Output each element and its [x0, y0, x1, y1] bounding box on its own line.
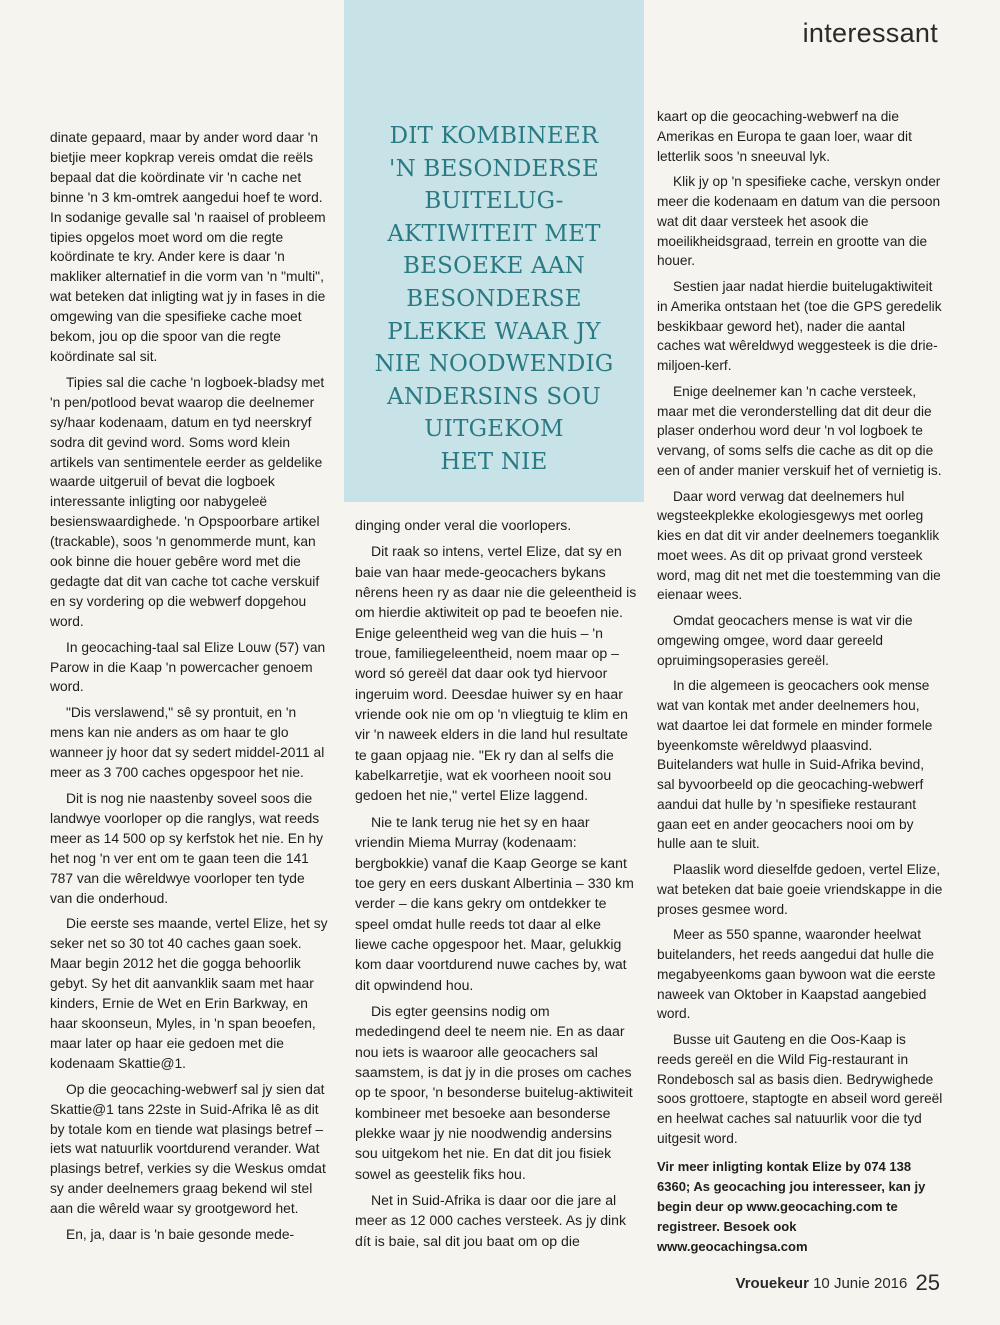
pull-quote-box: [344, 0, 644, 502]
paragraph: Daar word verwag dat deelnemers hul wegsteekplekke ekologiesgewys met oorleg kies en dat dit vir ander deelnemers toeganklik moet wees. As dit op privaat grond versteek word, mag dit net met die toestemming van die eienaar wees.: [657, 488, 941, 603]
article-column-3: [657, 107, 943, 1257]
paragraph: Sestien jaar nadat hierdie buitelugaktiwiteit in Amerika ontstaan het (toe die GPS geredelik beskikbaar geword het), nader die aantal caches wat wêreldwyd weggesteek is die drie-miljoen-kerf.: [657, 279, 942, 373]
contact-info: Vir meer inligting kontak Elize by 074 138 6360; As geocaching jou interesseer, kan jy begin deur op www.geocaching.com te registreer. Besoek ook www.geocachingsa.com: [657, 1158, 926, 1254]
paragraph: Dis egter geensins nodig om mededingend deel te neem nie. En as daar nou iets is waaroor alle geocachers sal saamstem, is dat jy in die proses om caches op te spoor, 'n besonderse buitelug-aktiwiteit kombineer met besoeke aan besonderse plekke waar jy nie noodwendig andersins sou uitgekom het nie. En dat dit jou fisiek sowel as geestelik fiks hou.: [355, 1002, 633, 1182]
paragraph: Dit is nog nie naastenby soveel soos die landwye voorloper op die ranglys, wat reeds meer as 14 500 op sy kerfstok het nie. En hy het nog 'n ver ent om te gaan teen die 141 787 van die wêreldwye voorloper ten tyde van die onderhoud.: [50, 791, 324, 906]
article-column-2: [355, 515, 637, 1257]
paragraph: dinate gepaard, maar by ander word daar 'n bietjie meer kopkrap vereis omdat die reëls bepaal dat die koördinate vir 'n cache net binne 'n 3 km-omtrek aangedui hoef te word. In sodanige gevalle sal 'n raaisel of probleem tipies opgelos moet word om die regte koördinate te kry. Ander kere is daar 'n makliker alternatief in die vorm van 'n "multi", wat beteken dat inligting wat jy in fases in die omgewing van die spesifieke cache moet bekom, jou op die spoor van die regte koördinate sal sit.: [50, 130, 326, 364]
paragraph: Omdat geocachers mense is wat vir die omgewing omgee, word daar gereeld opruimingsoperasies gereël.: [657, 613, 913, 668]
paragraph: Meer as 550 spanne, waaronder heelwat buitelanders, het reeds aangedui dat hulle die megabyeenkoms gaan bywoon wat die eerste naweek van Oktober in Kaapstad aangebied word.: [657, 927, 936, 1022]
pull-quote-line: BUITELUG-: [424, 188, 564, 215]
paragraph: Enige deelnemer kan 'n cache versteek, maar met die veronderstelling dat dit deur die plaser onderhou word deur 'n vol logboek te vervang, of soms selfs die cache as dit op die een of ander manier verskuif het of vernietig is.: [657, 383, 942, 478]
paragraph: In geocaching-taal sal Elize Louw (57) van Parow in die Kaap 'n powercacher genoem word.: [50, 639, 326, 695]
paragraph: Net in Suid-Afrika is daar oor die jare al meer as 12 000 caches versteek. As jy dink dít is baie, sal dit jou baat om op die: [355, 1192, 627, 1249]
pull-quote-line: NIE NOODWENDIG: [374, 351, 614, 378]
pull-quote-line: BESONDERSE: [406, 285, 582, 312]
paragraph: Nie te lank terug nie het sy en haar vriendin Miema Murray (kodenaam: bergbokkie) vanaf die Kaap George se kant toe gery en eers duskant Albertinia – 330 km verder – die kans gekry om ontdekker te speel omdat hulle reeds tot daar al elke liewe cache opgespoor het. Maar, gelukkig kom daar voortdurend nuwe caches by, wat dit opwindend hou.: [355, 813, 634, 993]
issue-date: 10 Junie 2016: [813, 1275, 908, 1292]
paragraph: Plaaslik word dieselfde gedoen, vertel Elize, wat beteken dat baie goeie vriendskappe in die proses gesmee word.: [657, 862, 943, 917]
paragraph: In die algemeen is geocachers ook mense wat van kontak met ander deelnemers hou, wat daartoe lei dat formele en minder formele byeenkomste wêreldwyd plaasvind. Buitelanders wat hulle in Suid-Afrika bevind, sal byvoorbeeld op die geocaching-webwerf aandui dat hulle by 'n spesifieke restaurant gaan eet en ander geocachers nooi om by hulle aan te sluit.: [657, 678, 933, 852]
pull-quote-text: [344, 120, 644, 479]
paragraph: Dit raak so intens, vertel Elize, dat sy en baie van haar mede-geocachers bykans nêrens heen ry as daar nie die geleentheid is om hierdie aktiwiteit op pad te beoefen nie. Enige geleentheid weg van die huis – 'n troue, familiegeleentheid, noem maar op – word só gereël dat daar ook tyd hiervoor ingeruim word. Deesdae huiwer sy en haar vriende ook nie om op 'n vliegtuig te klim en vir 'n naweek elders in die land hul resultate te gaan opjaag nie. "Ek ry dan al selfs die kabelkarretjie, wat ek voorheen nooit sou gedoen het nie," vertel Elize laggend.: [355, 543, 637, 804]
pull-quote-line: PLEKKE WAAR JY: [387, 318, 601, 345]
paragraph: "Dis verslawend," sê sy prontuit, en 'n mens kan nie anders as om haar te glo wanneer jy hoor dat sy sedert middel-2011 al meer as 3 700 caches opgespoor het nie.: [50, 705, 325, 781]
paragraph: Op die geocaching-webwerf sal jy sien dat Skattie@1 tans 22ste in Suid-Afrika lê as dit by totale kom en tiende wat plasings betref – iets wat natuurlik voortdurend verander. Wat plasings betref, verkies sy die Weskus omdat sy ander deelnemers graag bekend wil stel aan die wêreld waar sy grootgeword het.: [50, 1081, 326, 1217]
pull-quote-line: ANDERSINS SOU: [387, 383, 601, 410]
paragraph: En, ja, daar is 'n baie gesonde mede-: [66, 1227, 295, 1243]
pull-quote-line: UITGEKOM: [424, 416, 564, 443]
paragraph: kaart op die geocaching-webwerf na die Amerikas en Europa te gaan loer, waar dit letterlik soos 'n sneeuval lyk.: [657, 109, 912, 164]
pull-quote-line: 'N BESONDERSE: [389, 155, 599, 182]
page-number: 25: [915, 1270, 940, 1295]
paragraph: Die eerste ses maande, vertel Elize, het sy seker net so 30 tot 40 caches gaan soek. Maar begin 2012 het die gogga behoorlik gebyt. Sy het dit aanvanklik saam met haar kinders, Ernie de Wet en Erin Barkway, en haar skoonseun, Myles, in 'n span beoefen, maar later op haar eie gedoen met die kodenaam Skattie@1.: [50, 916, 328, 1071]
pull-quote-line: AKTIWITEIT MET: [387, 220, 601, 247]
pull-quote-line: DIT KOMBINEER: [389, 123, 599, 149]
pull-quote-line: HET NIE: [440, 448, 548, 475]
page-footer: [736, 1270, 940, 1296]
paragraph: Klik jy op 'n spesifieke cache, verskyn onder meer die kodenaam en datum van die persoon wat dit daar versteek het asook die moeilikheidsgraad, terrein en grootte van die houer.: [657, 174, 941, 269]
paragraph: Tipies sal die cache 'n logboek-bladsy met 'n pen/potlood bevat waarop die deelnemer sy/haar kodenaam, datum en tyd neerskryf sodra dit gevind word. Soms word klein artikels van sentimentele eerder as geldelike waarde uitgeruil of bevat die logboek interessante inligting oor nabygeleë besienswaardighede. 'n Opspoorbare artikel (trackable), soos 'n genommerde munt, kan ook binne die houer gebêre word met die gedagte dat dit van cache tot cache verskuif en sy vordering op die webwerf dopgehou word.: [50, 374, 325, 629]
article-column-1: [50, 128, 330, 1251]
paragraph: dinging onder veral die voorlopers.: [355, 517, 572, 533]
magazine-name: Vrouekeur: [735, 1275, 809, 1292]
pull-quote-line: BESOEKE AAN: [403, 253, 585, 280]
section-label: interessant: [802, 18, 938, 48]
paragraph: Busse uit Gauteng en die Oos-Kaap is reeds gereël en die Wild Fig-restaurant in Rondebosch sal as basis dien. Bedrywighede soos grottoere, staptogte en abseil word gereël en heelwat caches sal natuurlik voor die tyd uitgesit word.: [657, 1032, 943, 1146]
